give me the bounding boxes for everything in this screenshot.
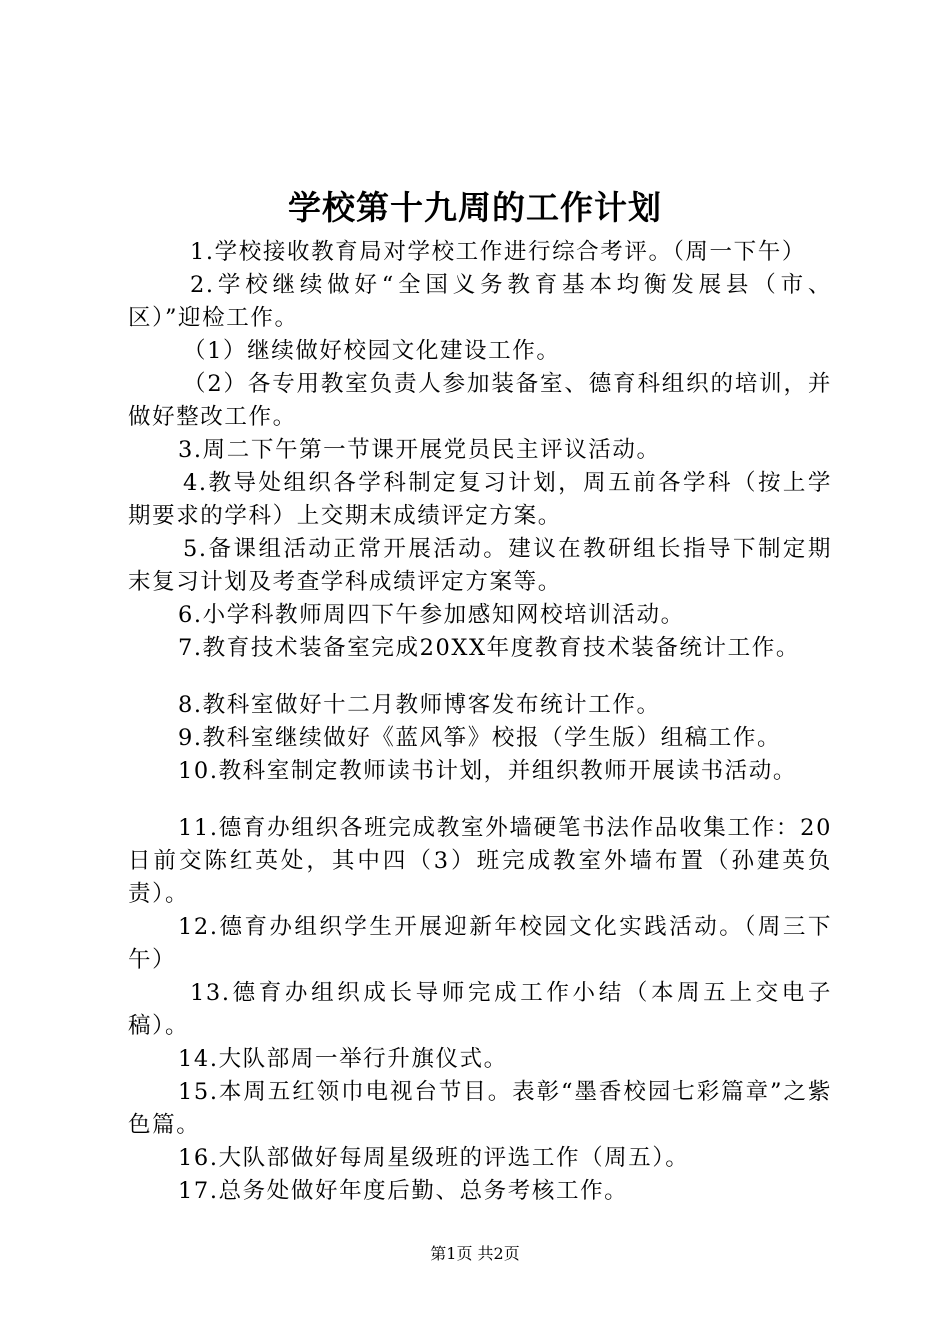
paragraph-10: 10.教科室制定教师读书计划，并组织教师开展读书活动。 [178, 758, 797, 784]
page-number-footer: 第1页 共2页 [430, 1244, 520, 1263]
paragraph-2-sub-1: （1）继续做好校园文化建设工作。 [183, 338, 561, 364]
document-title: 学校第十九周的工作计划 [288, 188, 662, 227]
paragraph-2-sub-2: （2）各专用教室负责人参加装备室、德育科组织的培训，并做好整改工作。 [128, 371, 832, 430]
paragraph-12: 12.德育办组织学生开展迎新年校园文化实践活动。（周三下午） [128, 914, 832, 973]
paragraph-13: 13.德育办组织成长导师完成工作小结（本周五上交电子稿）。 [128, 980, 832, 1039]
paragraph-2: 2.学校继续做好“全国义务教育基本均衡发展县（市、区）”迎检工作。 [128, 272, 832, 331]
blank-line [128, 665, 832, 689]
paragraph-3: 3.周二下午第一节课开展党员民主评议活动。 [178, 437, 661, 463]
paragraph-5: 5.备课组活动正常开展活动。建议在教研组长指导下制定期末复习计划及考查学科成绩评定方案等。 [128, 536, 832, 595]
paragraph-17: 17.总务处做好年度后勤、总务考核工作。 [178, 1178, 629, 1204]
document-body [128, 236, 832, 1208]
paragraph-4: 4.教导处组织各学科制定复习计划，周五前各学科（按上学期要求的学科）上交期末成绩评定方案。 [128, 470, 832, 529]
paragraph-6: 6.小学科教师周四下午参加感知网校培训活动。 [178, 602, 685, 628]
paragraph-14: 14.大队部周一举行升旗仪式。 [178, 1046, 508, 1072]
paragraph-9: 9.教科室继续做好《蓝风筝》校报（学生版）组稿工作。 [178, 725, 782, 751]
blank-line [128, 788, 832, 812]
paragraph-7: 7.教育技术装备室完成20XX年度教育技术装备统计工作。 [178, 635, 800, 661]
paragraph-1: 1.学校接收教育局对学校工作进行综合考评。（周一下午） [190, 239, 806, 265]
paragraph-16: 16.大队部做好每周星级班的评选工作（周五）。 [178, 1145, 690, 1171]
paragraph-8: 8.教科室做好十二月教师博客发布统计工作。 [178, 692, 661, 718]
paragraph-11: 11.德育办组织各班完成教室外墙硬笔书法作品收集工作：20日前交陈红英处，其中四（3）班完成教室外墙布置（孙建英负责）。 [128, 815, 832, 907]
paragraph-15: 15.本周五红领巾电视台节目。表彰“墨香校园七彩篇章”之紫色篇。 [128, 1079, 832, 1138]
